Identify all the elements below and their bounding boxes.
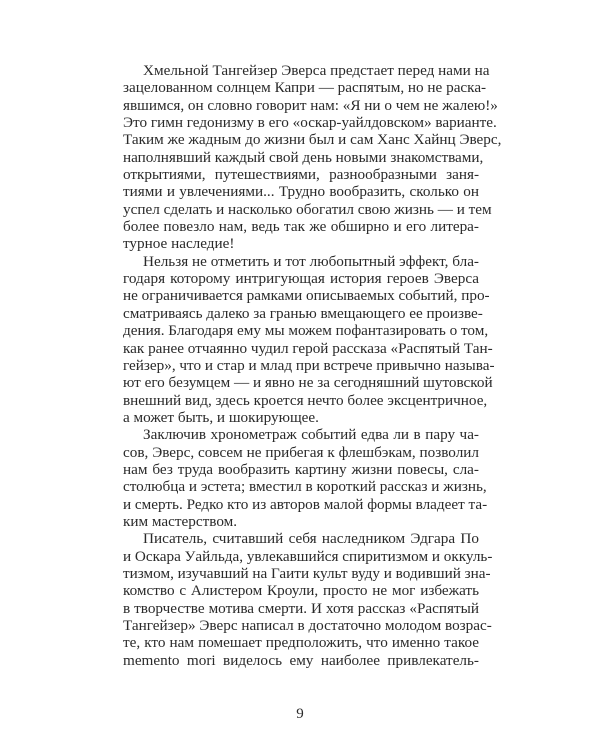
text-line: в творчестве мотива смерти. И хотя рассказ «Распятый: [123, 599, 479, 617]
text-line: успел сделать и насколько обогатил свою жизнь — и тем: [123, 200, 492, 218]
text-line: зацелованном солнцем Капри — распятым, но не раска-: [123, 79, 487, 97]
text-line: тиями и увлечениями... Трудно вообразить, сколько он: [123, 183, 479, 201]
text-line: Нельзя не отметить и тот любопытный эффект, бла-: [143, 252, 479, 270]
text-line: гейзер», что и стар и млад при встрече привычно называ-: [123, 356, 495, 374]
text-line: не ограничивается рамками описываемых событий, про-: [123, 287, 490, 305]
text-line: как ранее отчаянно чудил герой рассказа «Распятый Тан-: [123, 339, 493, 357]
text-line: открытиями, путешествиями, разнообразными заня-: [123, 166, 479, 184]
paragraph: [123, 426, 488, 530]
text-line: внешний вид, здесь кроется нечто более эксцентричное,: [123, 391, 488, 409]
text-line: Заключив хронометраж событий едва ли в пару ча-: [143, 426, 479, 444]
text-line: ют его безумцем — и явно не за сегодняшний шутовской: [123, 374, 493, 392]
text-line: более повезло нам, ведь так же обширно и его литера-: [123, 218, 479, 236]
text-line: сов, Эверс, совсем не прибегая к флешбэкам, позволил: [123, 443, 479, 461]
text-line: и Оскара Уайльда, увлекавшийся спиритизмом и оккуль-: [123, 547, 493, 565]
text-line: турное наследие!: [123, 235, 235, 253]
text-line: сматриваясь далеко за гранью вмещающего ее произве-: [123, 304, 483, 322]
text-line: Хмельной Тангейзер Эверса предстает перед нами на: [143, 62, 490, 79]
text-line: дения. Благодаря ему мы можем пофантазировать о том,: [123, 322, 489, 340]
text-line: столюбца и эстета; вместил в короткий рассказ и жизнь,: [123, 478, 487, 496]
text-line: наполнявший каждый свой день новыми знакомствами,: [123, 148, 484, 166]
text-line: Писатель, считавший себя наследником Эдгара По: [143, 530, 479, 548]
text-line: а может быть, и шокирующее.: [123, 408, 319, 426]
paragraph: [123, 252, 495, 426]
text-line: тизмом, изучавший на Гаити культ вуду и водивший зна-: [123, 564, 491, 582]
paragraph: [123, 62, 502, 253]
text-line: нам без труда вообразить картину жизни повесы, сла-: [123, 460, 479, 478]
text-line: Таким же жадным до жизни был и сам Ханс Хайнц Эверс,: [123, 131, 502, 149]
text-line: Это гимн гедонизму в его «оскар-уайлдовском» варианте.: [123, 114, 497, 132]
text-line: явшимся, он словно говорит нам: «Я ни о чем не жалею!»: [123, 96, 498, 114]
text-line: те, кто нам помешает предположить, что именно такое: [123, 634, 479, 652]
body-text: [123, 62, 502, 669]
text-line: memento mori виделось ему наиболее привлекатель-: [123, 651, 479, 669]
text-line: комство с Алистером Кроули, просто не мог избежать: [123, 582, 479, 600]
paragraph: [123, 530, 493, 669]
text-line: Тангейзер» Эверс написал в достаточно молодом возрас-: [123, 617, 492, 634]
text-line: и смерть. Редко кто из авторов малой формы владеет та-: [123, 495, 488, 513]
text-line: ким мастерством.: [123, 512, 238, 530]
text-line: годаря которому интригующая история героев Эверса: [123, 270, 479, 288]
page-number: 9: [296, 706, 304, 722]
